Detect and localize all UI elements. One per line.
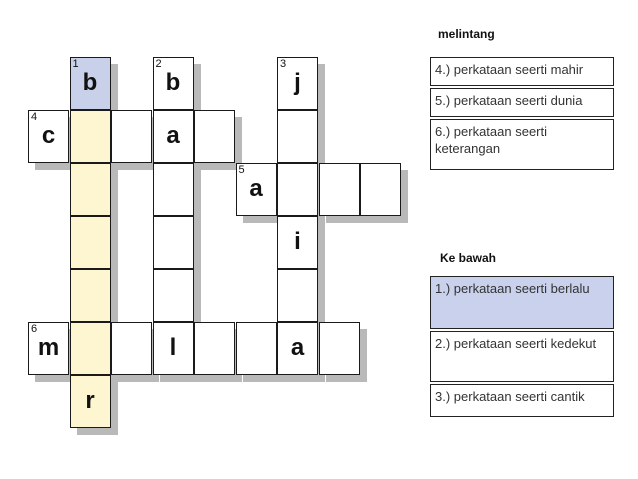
grid-cell[interactable] [70,163,111,216]
cell-letter: b [165,69,181,96]
clue-across-5[interactable]: 5.) perkataan seerti dunia [430,88,614,117]
grid-cell[interactable] [277,110,318,163]
clue-across-4[interactable]: 4.) perkataan seerti mahir [430,57,614,86]
cell-letter: j [294,69,301,96]
down-heading: Ke bawah [440,251,497,265]
cell-letter: m [37,334,60,361]
grid-cell[interactable] [70,110,111,163]
grid-cell[interactable] [111,110,152,163]
grid-cell[interactable] [319,163,360,216]
grid-cell[interactable] [111,322,152,375]
grid-cell[interactable] [70,375,111,428]
grid-cell[interactable] [153,322,194,375]
grid-cell[interactable] [153,216,194,269]
grid-cell[interactable] [194,110,235,163]
grid-cell[interactable] [360,163,401,216]
clue-number: 6 [31,323,38,335]
clue-across-6[interactable]: 6.) perkataan seerti keterangan [430,119,614,170]
grid-cell[interactable] [153,269,194,322]
grid-cell[interactable] [277,322,318,375]
cell-letter: a [290,334,305,361]
grid-cell[interactable] [277,163,318,216]
clue-number: 3 [280,58,287,70]
grid-cell[interactable] [153,110,194,163]
cell-letter: l [169,334,177,361]
grid-cell[interactable] [70,322,111,375]
grid-cell[interactable] [153,57,194,110]
cell-letter: r [85,387,95,414]
grid-cell[interactable] [236,322,277,375]
clue-number: 2 [155,58,162,70]
grid-cell[interactable] [277,269,318,322]
grid-cell[interactable] [28,110,69,163]
cell-letter: i [294,228,301,255]
clue-down-2[interactable]: 2.) perkataan seerti kedekut [430,331,614,382]
cell-letter: a [249,175,263,202]
grid-cell[interactable] [277,216,318,269]
grid-cell[interactable] [153,163,194,216]
clue-number: 1 [72,58,79,70]
across-heading: melintang [438,27,495,41]
cell-letter: c [41,122,56,149]
clue-down-1[interactable]: 1.) perkataan seerti berlalu [430,276,614,329]
clue-down-3[interactable]: 3.) perkataan seerti cantik [430,384,614,417]
grid-cell[interactable] [194,322,235,375]
grid-cell[interactable] [70,216,111,269]
grid-cell[interactable] [28,322,69,375]
grid-cell[interactable] [319,322,360,375]
cell-letter: b [82,69,98,96]
cell-letter: a [166,122,180,149]
clue-number: 4 [31,111,38,123]
grid-cell[interactable] [70,57,111,110]
clue-number: 5 [238,164,245,176]
grid-cell[interactable] [236,163,277,216]
grid-cell[interactable] [70,269,111,322]
grid-cell[interactable] [277,57,318,110]
